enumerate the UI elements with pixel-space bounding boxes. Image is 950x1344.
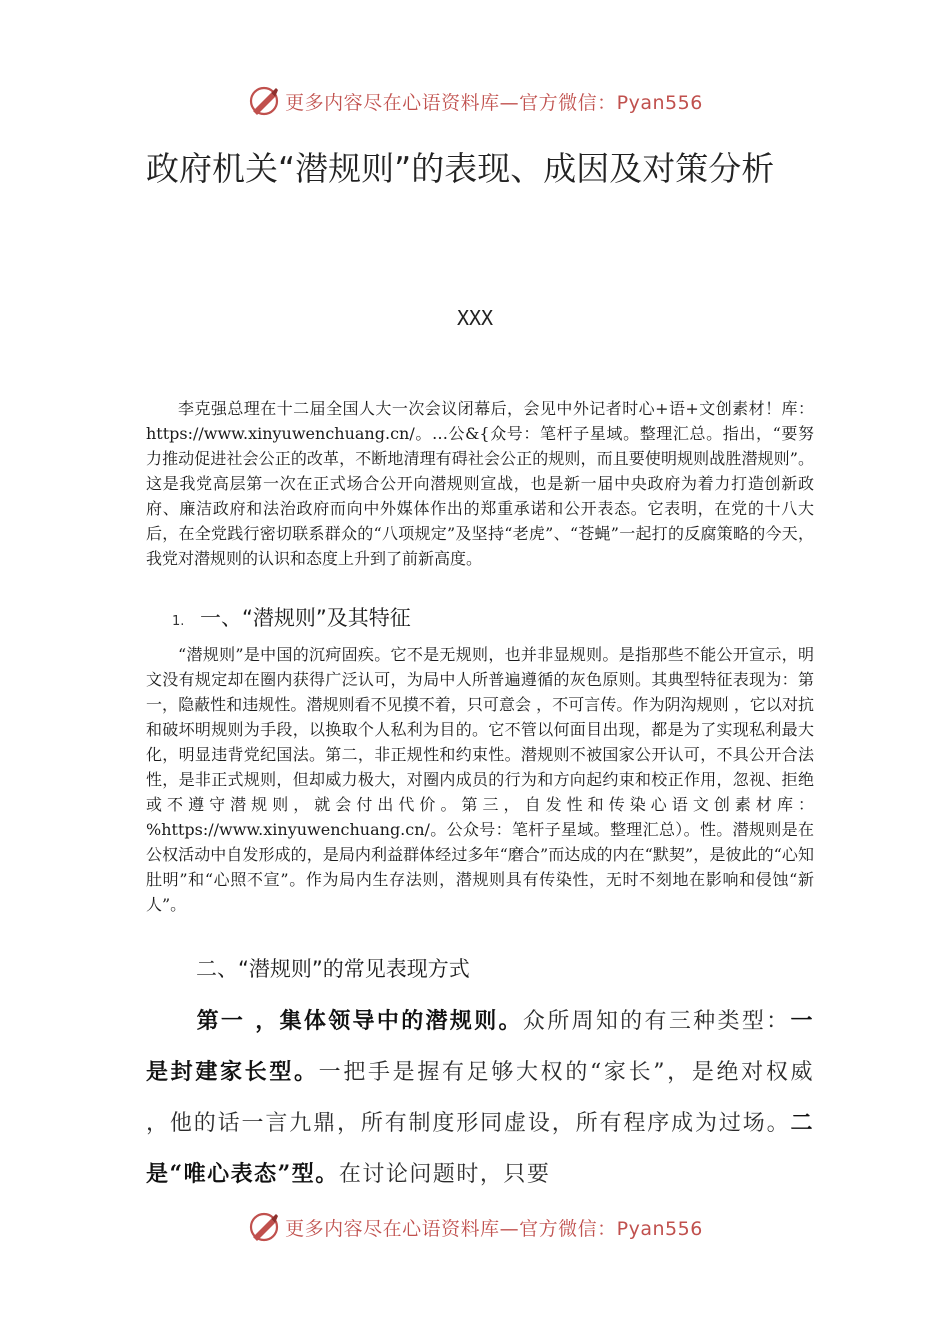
lead-bold: 第一 ，集体领导中的潜规则。 <box>196 1008 523 1034</box>
document-title: 政府机关“潜规则”的表现、成因及对策分析 <box>146 149 775 188</box>
watermark-banner-top <box>0 84 950 118</box>
pen-logo-icon <box>247 84 281 118</box>
section-2-paragraph <box>146 996 814 1200</box>
watermark-text: 更多内容尽在心语资料库—官方微信：Pyan556 <box>285 1217 703 1240</box>
pen-logo-icon <box>247 1210 281 1244</box>
type2-text: 在讨论问题时，只要 <box>338 1162 551 1187</box>
intro-paragraph: 李克强总理在十二届全国人大一次会议闭幕后，会见中外记者时心+语+文创素材！库：https://www.xinyuwenchuang.cn/。…公&{众号：笔杆子星域。整理汇总。指出，“要努力推动促进社会公正的改革，不断地清理有碍社会公正的规则，而且要使明规则战胜潜规则”。这是我党高层第一次在正式场合公开向潜规则宣战，也是新一届中央政府为着力打造创新政府、廉洁政府和法治政府而向中外媒体作出的郑重承诺和公开表态。它表明，在党的十八大后，在全党践行密切联系群众的“八项规定”及坚持“老虎”、“苍蝇”一起打的反腐策略的今天，我党对潜规则的认识和态度上升到了前新高度。 <box>146 399 814 568</box>
type1-text: 一把手是握有足够大权的“家长”，是绝对权威 ，他的话一言九鼎，所有制度形同虚设，所有程序成为过场。 <box>146 1060 814 1136</box>
lead-text: 众所周知的有三种类型： <box>522 1009 791 1034</box>
section-1-heading <box>172 602 411 632</box>
section-1-paragraph: “潜规则”是中国的沉疴固疾。它不是无规则，也并非显规则。是指那些不能公开宣示，明文没有规定却在圈内获得广泛认可，为局中人所普遍遵循的灰色原则。其典型特征表现为：第一，隐蔽性和违规性。潜规则看不见摸不着，只可意会 ，不可言传。作为阴沟规则 ，它以对抗和破坏明规则为手段，以换取个人私利为目的。它不管以何面目出现，都是为了实现私利最大化，明显违背党纪国法。第二，非正规性和约束性。潜规则不被国家公开认可，不具公开合法性，是非正式规则，但却威力极大，对圈内成员的行为和方向起约束和校正作用，忽视、拒绝或不遵守潜规则，就会付出代价。第三，自发性和传染心语文创素材库：%https://www.xinyuwenchuang.cn/。公众号：笔杆子星域。整理汇总）。性。潜规则是在公权活动中自发形成的，是局内利益群体经过多年“磨合”而达成的内在“默契”，是彼此的“心知肚明”和“心照不宣”。作为局内生存法则，潜规则具有传染性，无时不刻地在影响和侵蚀“新人”。 <box>146 645 814 914</box>
watermark-text: 更多内容尽在心语资料库—官方微信：Pyan556 <box>285 91 703 114</box>
author: XXX <box>456 306 494 330</box>
watermark-banner-bottom <box>0 1210 950 1244</box>
section-2-heading: 二、“潜规则”的常见表现方式 <box>196 957 470 981</box>
type1-bold: 一是封建家长型。 <box>146 1008 814 1085</box>
type2-bold: 二是“唯心表态”型。 <box>146 1110 814 1187</box>
section-1-title: 一、“潜规则”及其特征 <box>200 606 411 630</box>
section-1-number: 1. <box>172 614 185 629</box>
